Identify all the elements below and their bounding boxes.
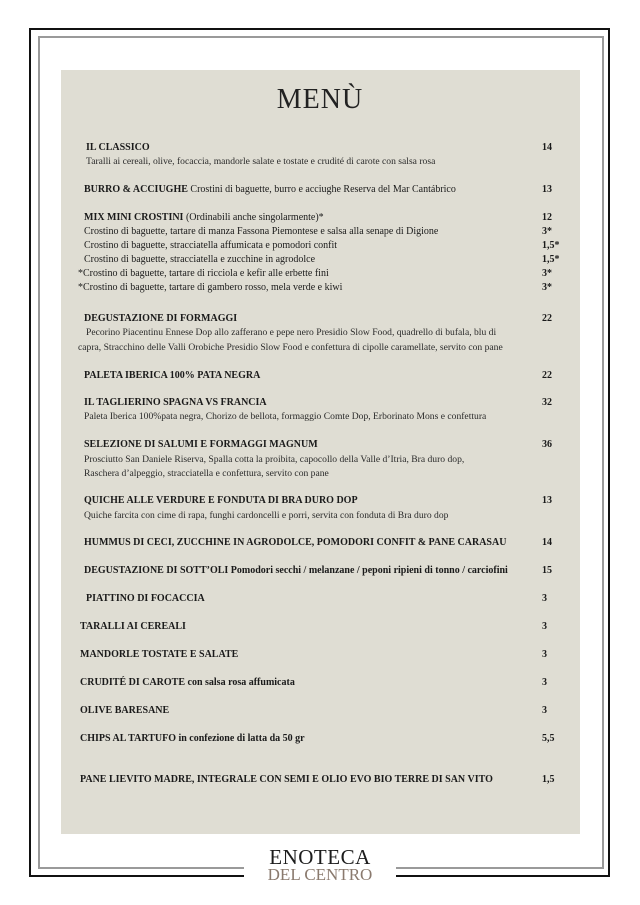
menu-item-price: 13 [542, 184, 552, 195]
menu-item [84, 537, 506, 549]
menu-item [84, 439, 318, 451]
menu-item-price: 3* [542, 226, 552, 237]
menu-item-name: QUICHE ALLE VERDURE E FONDUTA DI BRA DURO DOP [84, 495, 358, 506]
menu-item-name: IL CLASSICO [86, 142, 150, 153]
menu-item-price: 3 [542, 705, 547, 716]
menu-item-name: PIATTINO DI FOCACCIA [86, 593, 205, 604]
menu-item [84, 565, 508, 577]
brand-logo-line1: ENOTECA [269, 845, 371, 869]
menu-item-price: 3 [542, 677, 547, 688]
brand-logo-line2: DEL CENTRO [267, 865, 373, 884]
menu-item-price: 3 [542, 593, 547, 604]
menu-item [86, 593, 205, 605]
menu-item-name: CRUDITÉ DI CAROTE con salsa rosa affumicata [80, 677, 295, 688]
menu-item-description: Raschera d’alpeggio, stracciatella e confettura, servito con pane [84, 468, 329, 479]
menu-item [80, 649, 238, 661]
menu-item-price: 22 [542, 370, 552, 381]
menu-item [84, 370, 260, 382]
menu-item [80, 733, 305, 745]
menu-item-description: capra, Stracchino delle Valli Orobiche Presidio Slow Food e confettura di cipolle caramellate, servito con pane [78, 342, 503, 353]
menu-item-price: 12 [542, 212, 552, 223]
menu-item-name: PANE LIEVITO MADRE, INTEGRALE CON SEMI E OLIO EVO BIO TERRE DI SAN VITO [80, 774, 493, 785]
menu-item-price: 13 [542, 495, 552, 506]
menu-item [84, 495, 358, 507]
menu-item-note: Crostino di baguette, stracciatella affumicata e pomodori confit [84, 240, 338, 251]
menu-item [86, 142, 150, 154]
menu-item-price: 1,5* [542, 240, 560, 251]
menu-item-name: DEGUSTAZIONE DI SOTT’OLI Pomodori secchi / melanzane / peponi ripieni di tonno / carciofini [84, 565, 508, 576]
menu-item [84, 240, 337, 252]
menu-item-name: OLIVE BARESANE [80, 705, 170, 716]
menu-item [80, 705, 169, 717]
menu-item [80, 621, 186, 633]
menu-item-name: PALETA IBERICA 100% PATA NEGRA [84, 370, 261, 381]
menu-item-note: Crostini di baguette, burro e acciughe Reserva del Mar Cantábrico [187, 184, 456, 195]
menu-item-name: CHIPS AL TARTUFO in confezione di latta da 50 gr [80, 733, 305, 744]
menu-item [80, 774, 493, 786]
menu-item-price: 1,5* [542, 254, 560, 265]
menu-item [84, 226, 438, 238]
menu-item-note: *Crostino di baguette, tartare di ricciola e kefir alle erbette fini [78, 268, 329, 279]
menu-item [84, 254, 315, 266]
menu-item-price: 36 [542, 439, 552, 450]
menu-item-price: 3 [542, 649, 547, 660]
menu-item-price: 5,5 [542, 733, 555, 744]
menu-item-description: Taralli ai cereali, olive, focaccia, mandorle salate e tostate e crudité di carote con salsa rosa [86, 156, 436, 167]
menu-item [84, 313, 237, 325]
menu-item-note: Crostino di baguette, stracciatella e zucchine in agrodolce [84, 254, 316, 265]
menu-item-note: (Ordinabili anche singolarmente)* [183, 212, 324, 223]
menu-item [78, 282, 342, 294]
menu-item-name: DEGUSTAZIONE DI FORMAGGI [84, 313, 238, 324]
menu-item-name: SELEZIONE DI SALUMI E FORMAGGI MAGNUM [84, 439, 318, 450]
menu-item-price: 22 [542, 313, 552, 324]
menu-item [78, 268, 329, 280]
menu-item-description: Prosciutto San Daniele Riserva, Spalla cotta la proibita, capocollo della Valle d’Itria, Bra duro dop, [84, 454, 465, 465]
menu-item-description: Quiche farcita con cime di rapa, funghi cardoncelli e porri, servita con fonduta di Bra duro dop [84, 510, 449, 521]
menu-item-name: BURRO & ACCIUGHE [84, 184, 188, 195]
menu-item-price: 32 [542, 397, 552, 408]
menu-item-note: *Crostino di baguette, tartare di gambero rosso, mela verde e kiwi [78, 282, 343, 293]
menu-item [84, 212, 324, 224]
menu-item [84, 397, 267, 409]
menu-item-name: MANDORLE TOSTATE E SALATE [80, 649, 239, 660]
menu-item-price: 3 [542, 621, 547, 632]
menu-item [80, 677, 295, 689]
menu-item-note: Crostino di baguette, tartare di manza Fassona Piemontese e salsa alla senape di Digione [84, 226, 439, 237]
menu-item-name: TARALLI AI CEREALI [80, 621, 186, 632]
page-title: MENÙ [276, 84, 364, 115]
menu-item-price: 14 [542, 537, 552, 548]
menu-item-price: 3* [542, 268, 552, 279]
menu-item-price: 3* [542, 282, 552, 293]
menu-item-description: Pecorino Piacentinu Ennese Dop allo zafferano e pepe nero Presidio Slow Food, quadrello di bufala, blu di [86, 327, 497, 338]
menu-item [84, 184, 456, 196]
menu-item-name: IL TAGLIERINO SPAGNA VS FRANCIA [84, 397, 267, 408]
menu-item-price: 1,5 [542, 774, 555, 785]
menu-item-price: 14 [542, 142, 552, 153]
menu-item-description: Paleta Iberica 100%pata negra, Chorizo de bellota, formaggio Comte Dop, Erborinato Mons e confettura [84, 411, 487, 422]
menu-item-name: MIX MINI CROSTINI [84, 212, 184, 223]
menu-item-name: HUMMUS DI CECI, ZUCCHINE IN AGRODOLCE, POMODORI CONFIT & PANE CARASAU [84, 537, 507, 548]
menu-item-price: 15 [542, 565, 552, 576]
